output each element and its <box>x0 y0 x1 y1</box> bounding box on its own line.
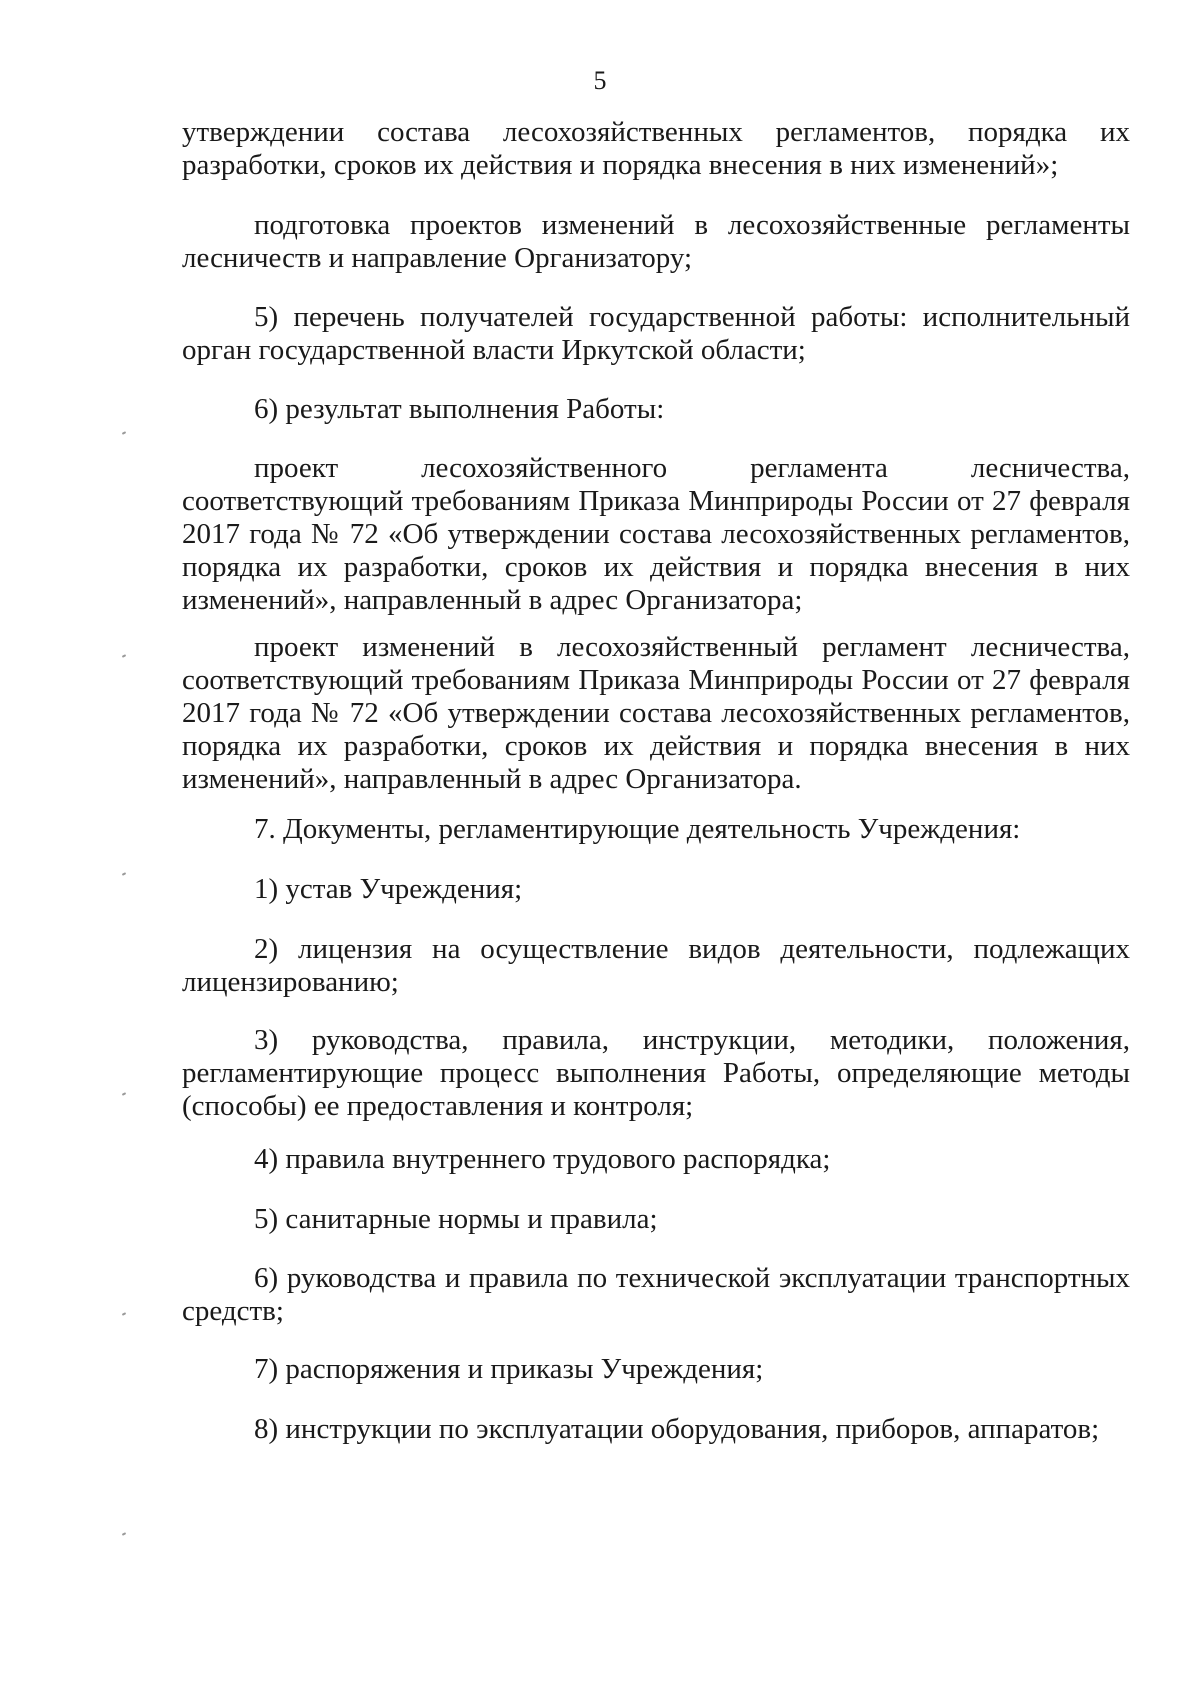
scan-mark <box>122 431 126 435</box>
page-number: 5 <box>593 66 607 95</box>
paragraph-result-changes-draft: проект изменений в лесохозяйственный регламент лесничества, соответствующий требованиям Приказа Минприроды России от 27 февраля 2017 года № 72 «Об утверждении состава лесохозяйственных регламентов, порядка их разработки, сроков их действия и порядка внесения в них изменений», направленный в адрес Организатора. <box>182 631 1130 795</box>
list-item-guidelines: 3) руководства, правила, инструкции, методики, положения, регламентирующие процесс выполнения Работы, определяющие методы (способы) ее предоставления и контроля; <box>182 1024 1130 1122</box>
paragraph-result-heading: 6) результат выполнения Работы: <box>254 393 665 425</box>
list-item-vehicle-operation: 6) руководства и правила по технической эксплуатации транспортных средств; <box>182 1262 1130 1327</box>
scan-mark <box>122 1092 126 1096</box>
scan-mark <box>122 1312 126 1316</box>
paragraph-draft-changes: подготовка проектов изменений в лесохозяйственные регламенты лесничеств и направление Организатору; <box>182 209 1130 274</box>
list-item-equipment-instructions: 8) инструкции по эксплуатации оборудования, приборов, аппаратов; <box>254 1413 1100 1445</box>
section-heading-documents: 7. Документы, регламентирующие деятельность Учреждения: <box>254 813 1021 845</box>
paragraph-result-regulation-draft: проект лесохозяйственного регламента лесничества, соответствующий требованиям Приказа Минприроды России от 27 февраля 2017 года № 72 «Об утверждении состава лесохозяйственных регламентов, порядка их разработки, сроков их действия и порядка внесения в них изменений», направленный в адрес Организатора; <box>182 452 1130 616</box>
scan-mark <box>122 1532 126 1536</box>
paragraph-continuation: утверждении состава лесохозяйственных регламентов, порядка их разработки, сроков их действия и порядка внесения в них изменений»; <box>182 116 1130 181</box>
scan-mark <box>122 872 126 876</box>
list-item-license: 2) лицензия на осуществление видов деятельности, подлежащих лицензированию; <box>182 933 1130 998</box>
list-item-sanitary-norms: 5) санитарные нормы и правила; <box>254 1203 658 1235</box>
list-item-orders: 7) распоряжения и приказы Учреждения; <box>254 1353 764 1385</box>
scan-mark <box>122 654 126 658</box>
list-item-labor-rules: 4) правила внутреннего трудового распорядка; <box>254 1143 831 1175</box>
paragraph-recipients: 5) перечень получателей государственной работы: исполнительный орган государственной власти Иркутской области; <box>182 301 1130 366</box>
list-item-charter: 1) устав Учреждения; <box>254 873 523 905</box>
